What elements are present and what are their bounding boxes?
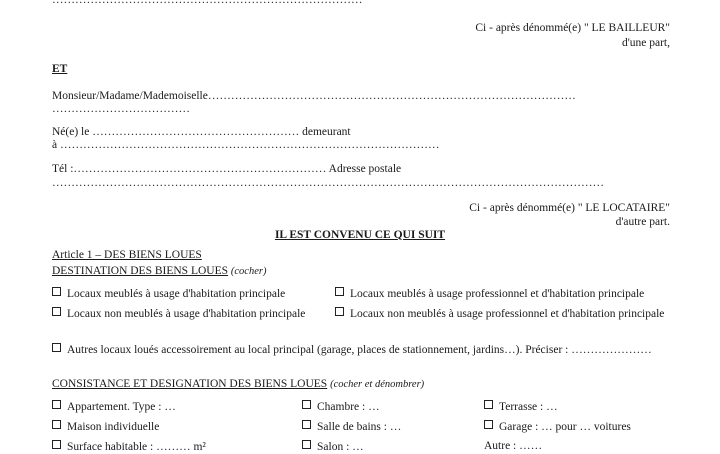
option-autres-locaux[interactable] bbox=[52, 343, 652, 357]
item-label: Terrasse : … bbox=[499, 401, 558, 413]
item-chambre[interactable] bbox=[302, 400, 380, 414]
destination-heading-text: DESTINATION DES BIENS LOUES bbox=[52, 265, 229, 277]
et-label: ET bbox=[52, 63, 68, 75]
consistance-heading bbox=[52, 378, 424, 391]
option-non-meuble-professionnel[interactable] bbox=[335, 307, 688, 321]
checkbox[interactable] bbox=[484, 400, 493, 409]
option-meuble-habitation[interactable] bbox=[52, 287, 285, 301]
checkbox[interactable] bbox=[52, 440, 61, 449]
item-label: Salle de bains : … bbox=[317, 421, 402, 433]
item-label: Chambre : … bbox=[317, 401, 380, 413]
checkbox[interactable] bbox=[52, 420, 61, 429]
bailleur-designation: Ci - après dénommé(e) " LE BAILLEUR" bbox=[475, 22, 670, 34]
item-label: Autre : …… bbox=[484, 440, 543, 452]
item-label: Maison individuelle bbox=[67, 421, 160, 433]
destination-heading bbox=[52, 265, 266, 278]
checkbox[interactable] bbox=[302, 420, 311, 429]
option-label: Locaux meublés à usage d'habitation principale bbox=[67, 288, 286, 300]
item-surface[interactable] bbox=[52, 440, 206, 454]
item-appartement[interactable] bbox=[52, 400, 176, 414]
option-meuble-professionnel[interactable] bbox=[335, 287, 644, 301]
option-label: Locaux non meublés à usage d'habitation principale bbox=[67, 308, 306, 320]
article-1-title: Article 1 – DES BIENS LOUES bbox=[52, 249, 202, 261]
item-salle-de-bains[interactable] bbox=[302, 420, 401, 434]
item-label: Salon : … bbox=[317, 441, 364, 453]
checkbox[interactable] bbox=[52, 343, 61, 352]
destination-hint: (cocher) bbox=[230, 266, 267, 277]
checkbox[interactable] bbox=[52, 400, 61, 409]
address-field-cont: ……………………………………………………………………………………………………………………………… bbox=[52, 177, 604, 189]
item-terrasse[interactable] bbox=[484, 400, 558, 414]
item-maison[interactable] bbox=[52, 420, 159, 434]
item-autre[interactable] bbox=[484, 440, 542, 453]
option-label: Locaux non meublés à usage professionnel et d'habitation principale bbox=[350, 308, 665, 320]
checkbox[interactable] bbox=[302, 400, 311, 409]
bailleur-part: d'une part, bbox=[621, 37, 670, 49]
civility-field-cont: ……………………………… bbox=[52, 103, 190, 115]
item-label: Appartement. Type : … bbox=[67, 401, 176, 413]
checkbox[interactable] bbox=[335, 307, 344, 316]
checkbox[interactable] bbox=[302, 440, 311, 449]
checkbox[interactable] bbox=[52, 287, 61, 296]
convention-title: IL EST CONVENU CE QUI SUIT bbox=[274, 229, 446, 241]
option-non-meuble-habitation[interactable] bbox=[52, 307, 305, 321]
item-label: Garage : … pour … voitures bbox=[499, 421, 631, 433]
checkbox[interactable] bbox=[335, 287, 344, 296]
civility-field: Monsieur/Madame/Mademoiselle…………………………………………………………………………………… bbox=[52, 90, 576, 102]
checkbox[interactable] bbox=[484, 420, 493, 429]
option-label: Autres locaux loués accessoirement au local principal (garage, places de stationnement, jardins…). Préciser : ………………… bbox=[67, 344, 652, 356]
locataire-part: d'autre part. bbox=[615, 216, 670, 228]
residence-field: à ……………………………………………………………………………………… bbox=[52, 139, 440, 151]
birth-field: Né(e) le ……………………………………………… demeurant bbox=[52, 126, 351, 138]
consistance-heading-text: CONSISTANCE ET DESIGNATION DES BIENS LOUES bbox=[52, 378, 328, 390]
top-dotted-line: ……………………………………………………………………… bbox=[52, 0, 363, 6]
checkbox[interactable] bbox=[52, 307, 61, 316]
option-label: Locaux meublés à usage professionnel et d'habitation principale bbox=[350, 288, 645, 300]
locataire-designation: Ci - après dénommé(e) " LE LOCATAIRE" bbox=[469, 202, 670, 214]
item-salon[interactable] bbox=[302, 440, 364, 454]
item-label: Surface habitable : ……… m² bbox=[67, 441, 206, 453]
consistance-hint: (cocher et dénombrer) bbox=[330, 379, 425, 390]
phone-field: Tél :………………………………………………………… Adresse postale bbox=[52, 163, 402, 175]
item-garage[interactable] bbox=[484, 420, 631, 434]
